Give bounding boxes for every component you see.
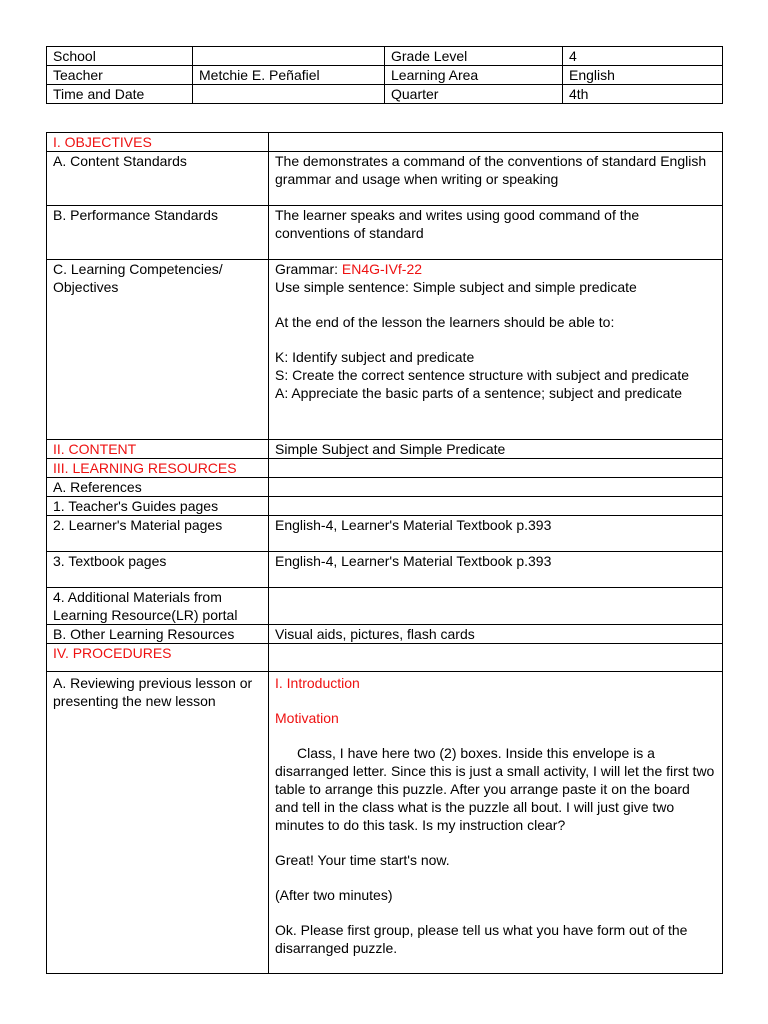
resources-heading: III. LEARNING RESOURCES: [47, 459, 269, 478]
grade-level-label: Grade Level: [385, 47, 563, 66]
motivation-paragraph-1: Class, I have here two (2) boxes. Inside this envelope is a disarranged letter. Since this is just a small activity, I will let the first two table to arrange this puzzle. After you arrange paste it on the board and tell in the class what is the puzzle all bout. I will just give two minutes to do this task. Is my instruction clear?: [275, 745, 715, 833]
objectives-value: [269, 133, 723, 152]
learners-material-label: 2. Learner's Material pages: [47, 516, 269, 552]
header-row-time: [47, 85, 723, 104]
objectives-heading: I. OBJECTIVES: [47, 133, 269, 152]
header-row-teacher: [47, 66, 723, 85]
learning-area-label: Learning Area: [385, 66, 563, 85]
row-additional-materials: [47, 588, 723, 625]
grade-level-value: 4: [563, 47, 723, 66]
row-textbook: [47, 552, 723, 588]
competency-code: EN4G-IVf-22: [341, 261, 423, 277]
competencies-attitude: A: Appreciate the basic parts of a sentence; subject and predicate: [275, 385, 683, 401]
other-resources-value: Visual aids, pictures, flash cards: [269, 625, 723, 644]
row-performance-standards: [47, 206, 723, 260]
row-content: [47, 440, 723, 459]
resources-value: [269, 459, 723, 478]
reviewing-label: A. Reviewing previous lesson or presenting the new lesson: [47, 672, 269, 974]
additional-materials-label: 4. Additional Materials from Learning Resource(LR) portal: [47, 588, 269, 625]
time-date-label: Time and Date: [47, 85, 193, 104]
reviewing-value: [269, 672, 723, 974]
header-row-school: [47, 47, 723, 66]
other-resources-label: B. Other Learning Resources: [47, 625, 269, 644]
competencies-line3: At the end of the lesson the learners should be able to:: [275, 314, 615, 330]
row-reviewing: [47, 672, 723, 974]
row-competencies: [47, 260, 723, 440]
motivation-paragraph-2: Great! Your time start's now.: [275, 852, 450, 868]
references-label: A. References: [47, 478, 269, 497]
row-references: [47, 478, 723, 497]
competencies-line2: Use simple sentence: Simple subject and simple predicate: [275, 279, 637, 295]
teacher-value: Metchie E. Peñafiel: [193, 66, 385, 85]
teachers-guide-label: 1. Teacher's Guides pages: [47, 497, 269, 516]
additional-materials-value: [269, 588, 723, 625]
introduction-heading: I. Introduction: [275, 675, 360, 691]
motivation-paragraph-3: (After two minutes): [275, 887, 393, 903]
header-info-table: [46, 46, 723, 104]
motivation-paragraph-4: Ok. Please first group, please tell us what you have form out of the disarranged puzzle.: [275, 922, 688, 956]
learning-area-value: English: [563, 66, 723, 85]
competencies-knowledge: K: Identify subject and predicate: [275, 349, 475, 365]
row-objectives: [47, 133, 723, 152]
performance-standards-value: The learner speaks and writes using good command of the conventions of standard: [269, 206, 723, 260]
content-standards-label: A. Content Standards: [47, 152, 269, 206]
grammar-prefix: Grammar:: [275, 261, 342, 277]
row-learning-resources: [47, 459, 723, 478]
row-content-standards: [47, 152, 723, 206]
competencies-label: C. Learning Competencies/ Objectives: [47, 260, 269, 440]
row-teachers-guide: [47, 497, 723, 516]
content-value: Simple Subject and Simple Predicate: [269, 440, 723, 459]
lesson-plan-table: [46, 132, 723, 974]
row-procedures: [47, 644, 723, 672]
performance-standards-label: B. Performance Standards: [47, 206, 269, 260]
procedures-heading: IV. PROCEDURES: [47, 644, 269, 672]
quarter-label: Quarter: [385, 85, 563, 104]
row-other-resources: [47, 625, 723, 644]
competencies-skill: S: Create the correct sentence structure with subject and predicate: [275, 367, 689, 383]
motivation-heading: Motivation: [275, 710, 339, 726]
row-learners-material: [47, 516, 723, 552]
teachers-guide-value: [269, 497, 723, 516]
learners-material-value: English-4, Learner's Material Textbook p.393: [269, 516, 723, 552]
teacher-label: Teacher: [47, 66, 193, 85]
content-standards-value: The demonstrates a command of the conventions of standard English grammar and usage when writing or speaking: [269, 152, 723, 206]
competencies-grammar-line: [275, 260, 716, 278]
references-value: [269, 478, 723, 497]
procedures-value: [269, 644, 723, 672]
time-date-value: [193, 85, 385, 104]
quarter-value: 4th: [563, 85, 723, 104]
content-heading: II. CONTENT: [47, 440, 269, 459]
school-label: School: [47, 47, 193, 66]
competencies-value: [269, 260, 723, 440]
school-value: [193, 47, 385, 66]
textbook-value: English-4, Learner's Material Textbook p.393: [269, 552, 723, 588]
textbook-label: 3. Textbook pages: [47, 552, 269, 588]
